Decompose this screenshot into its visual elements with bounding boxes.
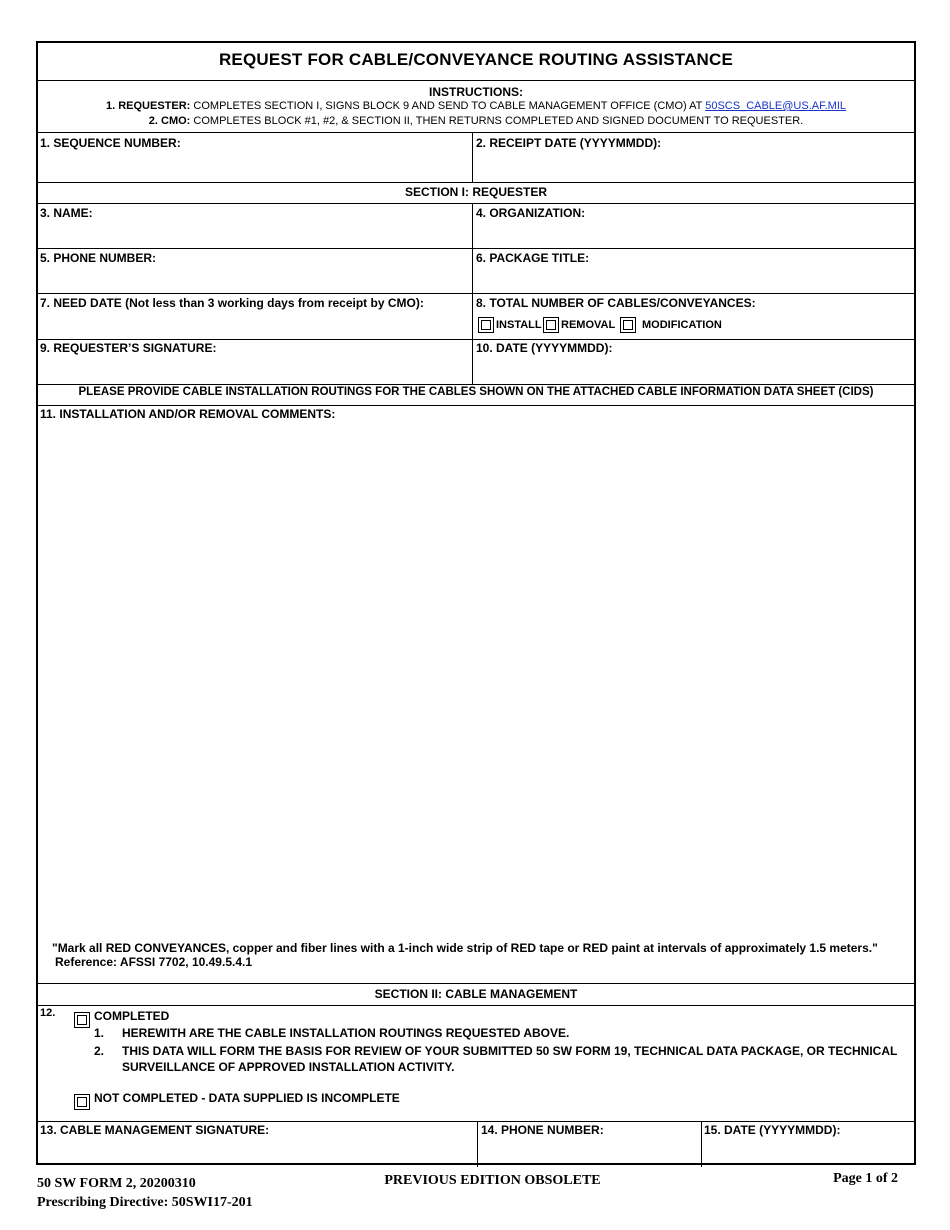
need-date-label: 7. NEED DATE (Not less than 3 working days from receipt by CMO): — [40, 296, 424, 310]
name-field[interactable] — [40, 221, 470, 247]
prescribing-directive: Prescribing Directive: 50SWI17-201 — [37, 1195, 253, 1210]
divider — [472, 203, 473, 384]
page-number: Page 1 of 2 — [833, 1171, 898, 1186]
divider — [38, 248, 914, 249]
phone-14-field[interactable] — [481, 1138, 699, 1162]
cids-notice: PLEASE PROVIDE CABLE INSTALLATION ROUTINGS FOR THE CABLES SHOWN ON THE ATTACHED CABLE INFORMATION DATA SHEET (CIDS) — [78, 386, 874, 398]
date-15-label: 15. DATE (YYYYMMDD): — [704, 1123, 841, 1137]
instructions-heading: INSTRUCTIONS: — [429, 85, 523, 99]
instruction-line-1 — [38, 100, 914, 112]
phone-number-label: 5. PHONE NUMBER: — [40, 251, 157, 265]
comments-field[interactable] — [40, 423, 912, 938]
comments-label: 11. INSTALLATION AND/OR REMOVAL COMMENTS: — [40, 407, 336, 421]
completed-label: COMPLETED — [94, 1009, 170, 1023]
divider — [38, 384, 914, 385]
instruction-line-2 — [38, 115, 914, 127]
divider — [38, 293, 914, 294]
sequence-number-label: 1. SEQUENCE NUMBER: — [40, 136, 181, 150]
divider — [472, 132, 473, 182]
divider — [38, 203, 914, 204]
form-id: 50 SW FORM 2, 20200310 — [37, 1176, 196, 1191]
item-2-number: 2. — [94, 1044, 105, 1058]
date-10-field[interactable] — [476, 356, 912, 382]
receipt-date-label: 2. RECEIPT DATE (YYYYMMDD): — [476, 136, 662, 150]
name-label: 3. NAME: — [40, 206, 93, 220]
not-completed-label: NOT COMPLETED - DATA SUPPLIED IS INCOMPLETE — [94, 1091, 400, 1105]
instruction-1-prefix: 1. REQUESTER: — [105, 100, 191, 112]
modification-label: MODIFICATION — [642, 319, 722, 331]
divider — [38, 182, 914, 183]
not-completed-checkbox[interactable] — [74, 1094, 90, 1110]
phone-number-field[interactable] — [40, 266, 470, 292]
item-1-text: HEREWITH ARE THE CABLE INSTALLATION ROUTINGS REQUESTED ABOVE. — [122, 1026, 570, 1040]
date-10-label: 10. DATE (YYYYMMDD): — [476, 341, 613, 355]
item-2-text-line-2: SURVEILLANCE OF APPROVED INSTALLATION ACTIVITY. — [122, 1060, 455, 1074]
divider — [38, 339, 914, 340]
item-2-text-line-1: THIS DATA WILL FORM THE BASIS FOR REVIEW OF YOUR SUBMITTED 50 SW FORM 19, TECHNICAL DATA PACKAGE, OR TECHNICAL — [122, 1044, 898, 1058]
routing-request-form — [36, 41, 916, 1165]
block-12-label: 12. — [40, 1007, 56, 1019]
divider — [38, 132, 914, 133]
cm-signature-label: 13. CABLE MANAGEMENT SIGNATURE: — [40, 1123, 270, 1137]
instruction-2-text: COMPLETES BLOCK #1, #2, & SECTION II, THEN RETURNS COMPLETED AND SIGNED DOCUMENT TO REQUESTER. — [193, 115, 804, 127]
requester-signature-field[interactable] — [40, 356, 470, 382]
section-2-heading: SECTION II: CABLE MANAGEMENT — [374, 987, 578, 1001]
date-15-field[interactable] — [704, 1138, 912, 1162]
section-1-heading: SECTION I: REQUESTER — [404, 185, 547, 199]
organization-field[interactable] — [476, 221, 912, 247]
removal-label: REMOVAL — [561, 319, 616, 331]
divider — [38, 1005, 914, 1006]
organization-label: 4. ORGANIZATION: — [476, 206, 586, 220]
modification-checkbox[interactable] — [620, 317, 636, 333]
package-title-label: 6. PACKAGE TITLE: — [476, 251, 590, 265]
divider — [38, 80, 914, 81]
divider — [477, 1121, 478, 1167]
sequence-number-field[interactable] — [40, 151, 470, 181]
need-date-field[interactable] — [40, 311, 470, 337]
red-conveyance-notice: "Mark all RED CONVEYANCES, copper and fiber lines with a 1-inch wide strip of RED tape or RED paint at intervals of approximately 1.5 meters." — [52, 941, 878, 955]
divider — [38, 405, 914, 406]
package-title-field[interactable] — [476, 266, 912, 292]
install-checkbox[interactable] — [478, 317, 494, 333]
form-title: REQUEST FOR CABLE/CONVEYANCE ROUTING ASSISTANCE — [218, 50, 734, 69]
previous-edition-notice: PREVIOUS EDITION OBSOLETE — [384, 1173, 601, 1188]
removal-checkbox[interactable] — [543, 317, 559, 333]
install-label: INSTALL — [496, 319, 542, 331]
instruction-2-prefix: 2. CMO: — [148, 115, 191, 127]
divider — [38, 983, 914, 984]
instruction-1-text: COMPLETES SECTION I, SIGNS BLOCK 9 AND SEND TO CABLE MANAGEMENT OFFICE (CMO) AT — [193, 100, 703, 112]
total-cables-label: 8. TOTAL NUMBER OF CABLES/CONVEYANCES: — [476, 296, 756, 310]
cmo-email-link[interactable]: 50SCS_CABLE@US.AF.MIL — [705, 100, 846, 112]
completed-checkbox[interactable] — [74, 1012, 90, 1028]
cm-signature-field[interactable] — [40, 1138, 474, 1162]
divider — [701, 1121, 702, 1167]
phone-14-label: 14. PHONE NUMBER: — [481, 1123, 604, 1137]
requester-signature-label: 9. REQUESTER’S SIGNATURE: — [40, 341, 217, 355]
receipt-date-field[interactable] — [476, 151, 912, 181]
divider — [38, 1121, 914, 1122]
reference-note: Reference: AFSSI 7702, 10.49.5.4.1 — [55, 955, 253, 969]
item-1-number: 1. — [94, 1026, 105, 1040]
